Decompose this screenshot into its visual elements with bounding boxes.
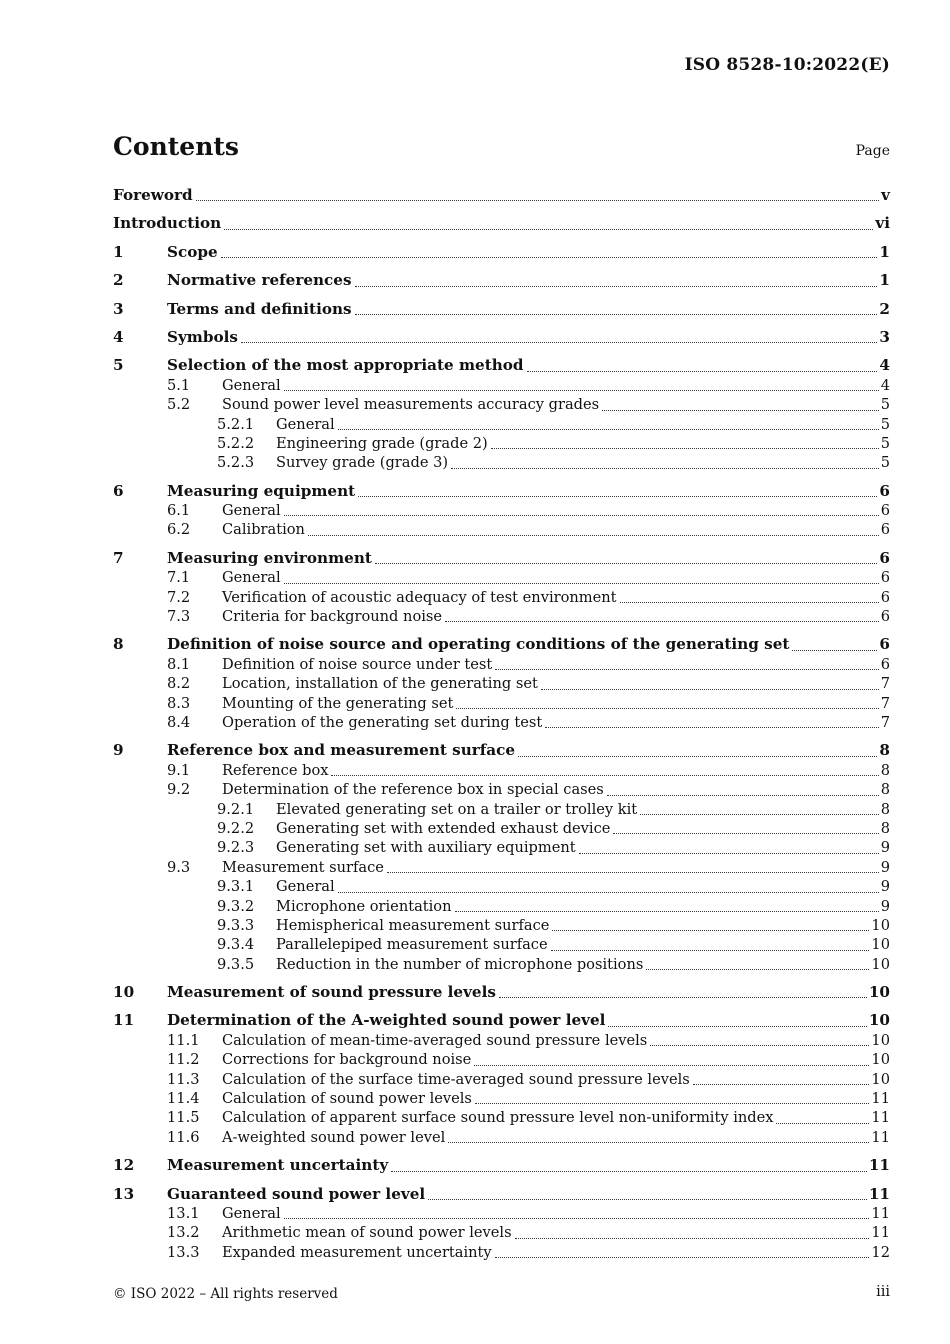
toc-entry-title: Operation of the generating set during test [222,713,543,731]
toc-entry-title: Measurement of sound pressure levels [167,983,496,1002]
toc-entry[interactable] [113,1031,890,1050]
copyright-notice: © ISO 2022 – All rights reserved [113,1286,338,1302]
dot-leader [196,199,880,201]
toc-entry[interactable] [113,520,890,539]
toc-entry-page: 10 [868,983,890,1002]
toc-entry-title: General [222,1204,281,1222]
dot-leader [646,968,869,970]
dot-leader [693,1083,870,1085]
toc-entry-title: Reference box and measurement surface [167,741,516,760]
toc-entry-page: 7 [880,694,890,712]
toc-entry-title: Arithmetic mean of sound power levels [222,1224,512,1242]
toc-entry-number: 6.2 [167,521,191,539]
toc-entry-title: Mounting of the generating set [222,694,454,712]
toc-entry[interactable] [113,607,890,626]
toc-entry-number: 6 [113,481,124,500]
toc-entry-page: 12 [871,1243,890,1261]
toc-entry-number: 2 [113,271,124,290]
toc-entry-page: 10 [868,1011,890,1030]
toc-entry-number: 13.2 [167,1224,200,1242]
toc-entry-title: Calculation of the surface time-averaged sound pressure levels [222,1070,690,1088]
toc-entry-title: Guaranteed sound power level [167,1184,426,1203]
toc-entry[interactable] [113,549,890,568]
toc-entry-page: 1 [879,271,890,290]
toc-entry-number: 9.2.3 [217,839,255,857]
toc-entry-number: 13 [113,1184,135,1203]
toc-entry[interactable] [113,568,890,587]
toc-entry-number: 8.4 [167,713,191,731]
toc-entry[interactable] [113,356,890,375]
dot-leader [792,649,877,651]
toc-entry[interactable] [113,482,890,501]
toc-entry-title: Normative references [167,271,352,290]
toc-entry-page: 11 [871,1128,890,1146]
toc-entry-page: 9 [880,878,890,896]
dot-leader [776,1122,869,1124]
dot-leader [491,447,879,449]
toc-entry-number: 8 [113,635,124,654]
toc-entry-title: Measurement surface [222,858,384,876]
dot-leader [640,813,879,815]
toc-entry-number: 5.2.3 [217,454,255,472]
dot-leader [495,668,878,670]
contents-heading: Contents [113,132,240,161]
toc-entry-number: 1 [113,242,124,261]
dot-leader [284,582,879,584]
toc-entry-title: Verification of acoustic adequacy of test environment [222,588,617,606]
dot-leader [391,1170,867,1172]
toc-entry-number: 7.3 [167,608,191,626]
toc-entry-title: Introduction [113,214,222,233]
dot-leader [613,832,878,834]
toc-entry[interactable] [113,694,890,713]
toc-entry-title: Calculation of sound power levels [222,1090,472,1108]
dot-leader [579,852,879,854]
toc-entry[interactable] [113,1070,890,1089]
toc-entry-title: Elevated generating set on a trailer or trolley kit [276,800,638,818]
toc-entry-title: Reduction in the number of microphone positions [276,955,644,973]
toc-entry[interactable] [113,1156,890,1175]
dot-leader [338,891,879,893]
toc-entry[interactable] [113,897,890,916]
toc-entry-page: 11 [871,1204,890,1222]
toc-entry-number: 9.1 [167,761,191,779]
toc-entry-page: 6 [880,502,890,520]
toc-entry[interactable] [113,819,890,838]
toc-entry-title: Determination of the reference box in special cases [222,781,604,799]
toc-entry-page: 8 [880,761,890,779]
dot-leader [608,1025,866,1027]
toc-entry-title: Foreword [113,186,193,204]
toc-entry-page: 7 [880,675,890,693]
toc-entry-number: 11 [113,1011,135,1030]
toc-entry-number: 9.3.1 [217,878,255,896]
toc-entry[interactable] [113,983,890,1002]
toc-entry-page: 6 [880,608,890,626]
toc-entry-number: 3 [113,299,124,318]
dot-leader [650,1044,869,1046]
toc-entry-page: 5 [880,396,890,414]
toc-entry-page: 6 [880,655,890,673]
toc-entry-number: 5.2.2 [217,434,255,452]
toc-entry-title: Symbols [167,327,238,346]
dot-leader [552,929,869,931]
toc-entry-title: General [276,878,335,896]
toc-entry-page: 10 [871,1070,890,1088]
toc-entry-title: Corrections for background noise [222,1051,472,1069]
toc-entry-title: Measuring environment [167,548,372,567]
toc-entry-number: 9.3.5 [217,955,255,973]
toc-entry-page: 11 [871,1224,890,1242]
toc-entry[interactable] [113,1223,890,1242]
toc-entry[interactable] [113,655,890,674]
toc-entry-page: 6 [880,588,890,606]
toc-entry[interactable] [113,186,890,205]
toc-entry-page: 1 [879,242,890,261]
toc-entry-number: 7.1 [167,569,191,587]
toc-entry-page: 6 [880,521,890,539]
toc-entry-number: 11.5 [167,1109,200,1127]
dot-leader [456,707,878,709]
toc-entry-title: A-weighted sound power level [222,1128,446,1146]
dot-leader [284,389,879,391]
toc-entry[interactable] [113,741,890,760]
toc-entry-title: Survey grade (grade 3) [276,454,449,472]
toc-entry-page: 9 [880,897,890,915]
toc-entry-number: 9.3.4 [217,936,255,954]
toc-entry[interactable] [113,935,890,954]
toc-entry-page: 5 [880,415,890,433]
toc-entry[interactable] [113,635,890,654]
toc-entry-page: 5 [880,434,890,452]
toc-entry-number: 4 [113,327,124,346]
toc-entry-page: 9 [880,839,890,857]
toc-entry-title: Terms and definitions [167,299,352,318]
toc-entry-title: Scope [167,242,218,261]
toc-entry-title: General [276,415,335,433]
dot-leader [445,620,879,622]
toc-entry[interactable] [113,1204,890,1223]
toc-entry[interactable] [113,761,890,780]
toc-entry-title: Sound power level measurements accuracy grades [222,396,600,414]
toc-entry-title: Hemispherical measurement surface [276,916,550,934]
toc-entry[interactable] [113,588,890,607]
dot-leader [355,313,878,315]
dot-leader [284,1217,870,1219]
toc-entry-page: 2 [879,299,890,318]
toc-entry-number: 7 [113,548,124,567]
toc-entry-title: General [222,376,281,394]
toc-entry[interactable] [113,300,890,319]
toc-entry-title: Definition of noise source and operating conditions of the generating set [167,635,790,654]
toc-entry-page: 11 [871,1109,890,1127]
dot-leader [358,495,877,497]
toc-entry[interactable] [113,955,890,974]
table-of-contents [113,186,890,1262]
toc-entry[interactable] [113,780,890,799]
toc-entry-page: 4 [879,356,890,375]
toc-entry-number: 6.1 [167,502,191,520]
toc-entry-title: Location, installation of the generating set [222,675,538,693]
toc-entry[interactable] [113,501,890,520]
toc-entry-number: 8.3 [167,694,191,712]
dot-leader [551,949,870,951]
toc-entry-number: 5 [113,356,124,375]
toc-entry-page: 11 [868,1156,890,1175]
dot-leader [620,601,879,603]
toc-entry[interactable] [113,1089,890,1108]
toc-entry-title: General [222,502,281,520]
toc-entry-title: Measuring equipment [167,481,356,500]
toc-entry-page: 8 [880,819,890,837]
dot-leader [475,1102,869,1104]
toc-entry-page: 3 [879,327,890,346]
toc-entry[interactable] [113,434,890,453]
dot-leader [375,562,878,564]
toc-entry-number: 9.3 [167,858,191,876]
toc-entry[interactable] [113,214,890,233]
dot-leader [331,774,878,776]
toc-entry-page: 6 [879,635,890,654]
dot-leader [241,341,877,343]
toc-entry-number: 5.2.1 [217,415,255,433]
toc-entry-page: 6 [879,548,890,567]
document-id: ISO 8528-10:2022(E) [684,55,890,75]
toc-entry-number: 11.3 [167,1070,200,1088]
toc-entry-title: Calibration [222,521,305,539]
dot-leader [602,409,879,411]
toc-entry-title: Calculation of mean-time-averaged sound pressure levels [222,1031,648,1049]
dot-leader [355,285,878,287]
dot-leader [338,428,879,430]
toc-entry[interactable] [113,1050,890,1069]
toc-entry-number: 13.1 [167,1204,200,1222]
dot-leader [308,534,879,536]
toc-entry-title: General [222,569,281,587]
toc-entry-number: 9.2.2 [217,819,255,837]
toc-entry[interactable] [113,415,890,434]
toc-entry-title: Parallelepiped measurement surface [276,936,548,954]
toc-entry-page: 4 [880,376,890,394]
toc-entry[interactable] [113,1128,890,1147]
toc-entry-number: 11.6 [167,1128,200,1146]
toc-entry[interactable] [113,1185,890,1204]
toc-entry-page: 8 [880,781,890,799]
dot-leader [474,1064,869,1066]
toc-entry-number: 11.1 [167,1031,200,1049]
toc-entry-page: 10 [871,936,890,954]
toc-entry-page: 11 [868,1184,890,1203]
toc-entry[interactable] [113,877,890,896]
dot-leader [428,1198,867,1200]
dot-leader [515,1237,870,1239]
dot-leader [387,871,879,873]
toc-entry[interactable] [113,395,890,414]
dot-leader [527,370,878,372]
toc-entry-title: Generating set with extended exhaust device [276,819,611,837]
dot-leader [499,996,867,998]
toc-entry[interactable] [113,713,890,732]
toc-entry[interactable] [113,674,890,693]
toc-entry-number: 5.2 [167,396,191,414]
toc-entry-title: Reference box [222,761,329,779]
toc-entry-page: 10 [871,955,890,973]
toc-entry-number: 11.4 [167,1090,200,1108]
toc-entry-title: Measurement uncertainty [167,1156,389,1175]
toc-entry-title: Generating set with auxiliary equipment [276,839,576,857]
toc-entry-number: 11.2 [167,1051,200,1069]
dot-leader [221,256,878,258]
toc-entry-number: 9.2 [167,781,191,799]
toc-entry-title: Selection of the most appropriate method [167,356,524,375]
toc-entry-page: 11 [871,1090,890,1108]
toc-entry-page: 9 [880,858,890,876]
dot-leader [495,1256,870,1258]
toc-entry-title: Definition of noise source under test [222,655,493,673]
dot-leader [518,755,877,757]
dot-leader [451,467,879,469]
toc-entry-page: 8 [879,741,890,760]
toc-entry-number: 10 [113,983,135,1002]
dot-leader [541,688,879,690]
footer-page-number: iii [876,1284,890,1300]
toc-entry-page: 6 [879,481,890,500]
toc-entry-page: 6 [880,569,890,587]
page-column-label: Page [855,143,890,159]
toc-entry[interactable] [113,328,890,347]
toc-entry[interactable] [113,916,890,935]
toc-entry-title: Engineering grade (grade 2) [276,434,488,452]
toc-entry-page: 7 [880,713,890,731]
toc-entry-number: 12 [113,1156,135,1175]
toc-entry[interactable] [113,453,890,472]
toc-entry-number: 8.2 [167,675,191,693]
toc-entry-page: 5 [880,454,890,472]
toc-entry-page: 8 [880,800,890,818]
toc-entry[interactable] [113,800,890,819]
toc-entry[interactable] [113,838,890,857]
toc-entry-number: 9 [113,741,124,760]
toc-entry-page: v [881,186,890,204]
toc-entry[interactable] [113,1108,890,1127]
toc-entry-page: vi [875,214,890,233]
toc-entry[interactable] [113,858,890,877]
dot-leader [607,794,879,796]
toc-entry[interactable] [113,376,890,395]
toc-entry-number: 5.1 [167,376,191,394]
dot-leader [455,910,879,912]
toc-entry-page: 10 [871,1031,890,1049]
toc-entry[interactable] [113,1243,890,1262]
toc-entry[interactable] [113,1011,890,1030]
toc-entry-title: Expanded measurement uncertainty [222,1243,492,1261]
toc-entry-page: 10 [871,916,890,934]
dot-leader [545,726,879,728]
toc-entry-number: 9.2.1 [217,800,255,818]
toc-entry-page: 10 [871,1051,890,1069]
toc-entry-title: Determination of the A-weighted sound power level [167,1011,606,1030]
toc-entry-number: 13.3 [167,1243,200,1261]
toc-entry-number: 9.3.2 [217,897,255,915]
toc-entry-title: Calculation of apparent surface sound pressure level non-uniformity index [222,1109,774,1127]
dot-leader [224,228,873,230]
toc-entry-number: 9.3.3 [217,916,255,934]
dot-leader [284,514,879,516]
toc-entry[interactable] [113,271,890,290]
toc-entry-number: 7.2 [167,588,191,606]
toc-entry[interactable] [113,243,890,262]
toc-entry-title: Microphone orientation [276,897,452,915]
toc-entry-number: 8.1 [167,655,191,673]
toc-entry-title: Criteria for background noise [222,608,443,626]
dot-leader [448,1141,869,1143]
